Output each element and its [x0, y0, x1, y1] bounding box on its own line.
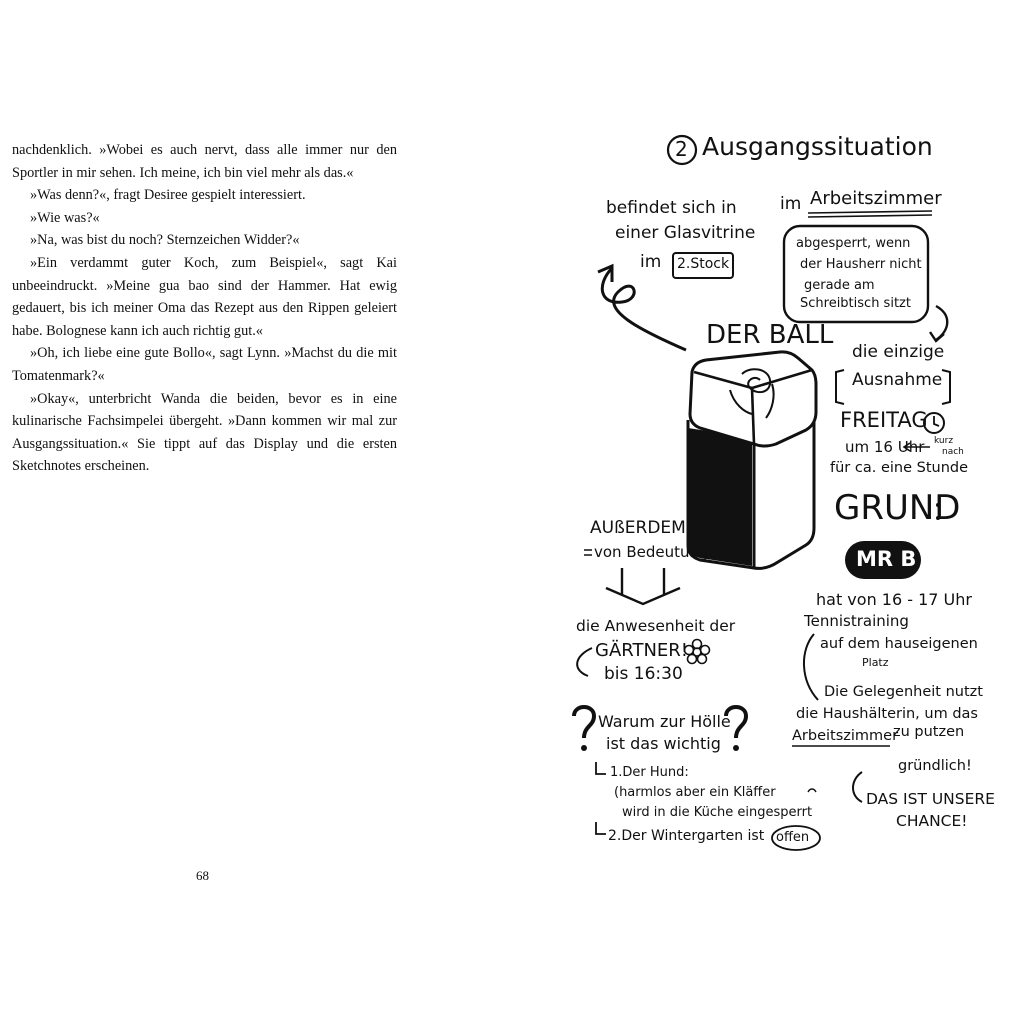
sad-face-icon — [808, 789, 816, 792]
question-mark-dot — [733, 745, 739, 751]
warum-line-1: Warum zur Hölle — [598, 712, 731, 731]
warum-line-2: ist das wichtig — [606, 734, 721, 753]
bracket-right — [942, 370, 950, 404]
gruendlich-label: gründlich! — [898, 758, 972, 774]
platz-label: Platz — [862, 656, 889, 669]
gelegenheit-line-2: die Haushälterin, um das — [796, 706, 978, 722]
vitrine-line-3: im — [640, 252, 662, 272]
question-mark-icon — [574, 707, 594, 738]
paragraph: »Na, was bist du noch? Sternzeichen Widder?« — [30, 232, 300, 249]
bis-label: bis 16:30 — [604, 664, 683, 684]
tennis-line-2: Tennistraining — [804, 612, 909, 630]
stock-label: 2.Stock — [677, 256, 730, 272]
paragraph: »Was denn?«, fragt Desiree gespielt interessiert. — [30, 187, 306, 204]
paragraph: »Oh, ich liebe eine gute Bollo«, sagt Lynn. »Machst du die mit Tomatenmark?« — [12, 345, 397, 384]
list-hook — [596, 822, 606, 834]
tennis-line-3: auf dem hauseigenen — [820, 636, 978, 652]
box-line-1: abgesperrt, wenn — [796, 236, 911, 251]
stunde-label: für ca. eine Stunde — [830, 460, 969, 476]
spiral-arrow — [602, 268, 686, 350]
ausnahme-line-1: die einzige — [852, 342, 945, 362]
chance-line-2: CHANCE! — [896, 812, 968, 830]
chance-line-1: DAS IST UNSERE — [866, 790, 995, 808]
sketch-title: Ausgangssituation — [702, 132, 933, 161]
paragraph: »Wie was?« — [30, 209, 100, 226]
box-line-3: gerade am — [804, 278, 875, 293]
zu-putzen-label: zu putzen — [893, 724, 965, 740]
ball-label: DER BALL — [706, 320, 834, 350]
curve-arrow — [853, 772, 862, 802]
clock-hands — [934, 416, 939, 426]
page-number: 68 — [196, 868, 209, 883]
list-hook — [596, 762, 606, 774]
down-arrow-icon — [606, 568, 680, 604]
um-16-uhr: um 16 Uhr — [845, 438, 925, 456]
gaertner-label: GÄRTNER! — [595, 640, 689, 661]
hund-label: 1.Der Hund: — [610, 765, 689, 780]
question-mark-dot — [581, 745, 587, 751]
arbeitszimmer-label: Arbeitszimmer — [810, 188, 942, 209]
anwesenheit-label: die Anwesenheit der — [576, 617, 736, 635]
paragraph: »Ein verdammt guter Koch, zum Beispiel«, sagt Kai unbeeindruckt. »Meine gua bao sind der Hammer. Hat ewig gedauert, bis ich meiner Oma das Rezept aus den Rippen geleiert habe. Bolognese kann ich auch richtig gut.« — [12, 254, 397, 339]
nach-label: nach — [942, 447, 964, 457]
arbeitszimmer-underline — [808, 211, 932, 217]
kueche-label: wird in die Küche eingesperrt — [622, 805, 813, 820]
tennis-line-1: hat von 16 - 17 Uhr — [816, 590, 972, 609]
paragraph: nachdenklich. »Wobei es auch nervt, dass alle immer nur den Sportler in mir sehen. Ich meine, ich bin viel mehr als das.« — [12, 142, 397, 181]
harmlos-label: (harmlos aber ein Kläffer — [614, 785, 776, 800]
arbeitszimmer2-label: Arbeitszimmer — [792, 728, 899, 744]
vitrine-line-2: einer Glasvitrine — [615, 223, 756, 243]
section-number: 2 — [675, 137, 688, 161]
grund-label: GRUND — [834, 488, 961, 528]
mrb-label: MR B — [856, 547, 917, 571]
offen-label: offen — [776, 830, 810, 845]
ausnahme-line-2: Ausnahme — [852, 370, 943, 390]
bedeutung-label: von Bedeutung — [594, 543, 709, 561]
kurz-label: kurz — [934, 436, 954, 446]
box-line-4: Schreibtisch sitzt — [800, 296, 911, 311]
wintergarten-label: 2.Der Wintergarten ist — [608, 828, 765, 844]
vitrine-line-1: befindet sich in — [606, 198, 737, 218]
freitag-label: FREITAG — [840, 408, 928, 432]
flower-icon — [685, 640, 710, 664]
paragraph: »Okay«, unterbricht Wanda die beiden, bevor es in eine kulinarische Fachsimpelei übergeht. »Dann kommen wir mal zur Ausgangssituation.« Sie tippt auf das Display und die ersten Sketchnotes erscheinen. — [12, 390, 397, 475]
curve-arrow — [804, 634, 818, 700]
bracket-left — [836, 370, 844, 404]
curve-arrow — [577, 648, 592, 676]
gelegenheit-line-1: Die Gelegenheit nutzt — [824, 684, 983, 700]
box-line-2: der Hausherr nicht — [800, 257, 922, 272]
ausserdem-label: AUßERDEM — [590, 518, 686, 538]
im-label: im — [780, 194, 802, 214]
